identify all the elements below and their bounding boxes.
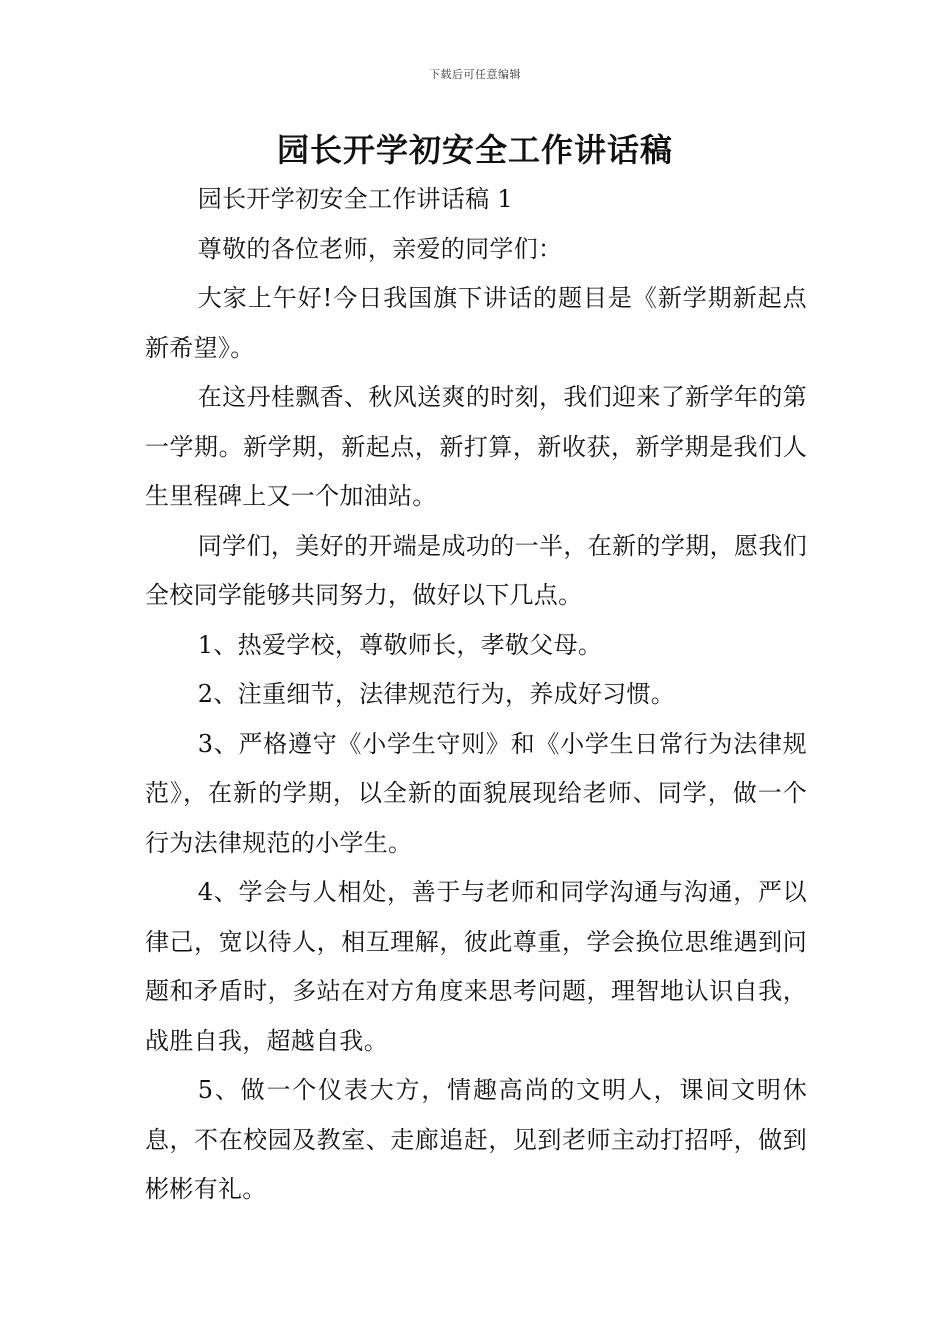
paragraph-greeting: 尊敬的各位老师，亲爱的同学们： (197, 234, 563, 263)
paragraph: 大家上午好!今日我国旗下讲话的题目是《新学期新起点新希望》。 (145, 284, 807, 362)
paragraph: 在这丹桂飘香、秋风送爽的时刻，我们迎来了新学年的第一学期。新学期，新起点，新打算，新收获，新学期是我们人生里程碑上又一个加油站。 (145, 383, 807, 510)
paragraph-subtitle: 园长开学初安全工作讲话稿 1 (197, 185, 513, 213)
list-item: 3、严格遵守《小学生守则》和《小学生日常行为法律规范》，在新的学期，以全新的面貌展现给老师、同学，做一个行为法律规范的小学生。 (145, 729, 807, 857)
page-title: 园长开学初安全工作讲话稿 (276, 131, 673, 169)
list-item: 1、热爱学校，尊敬师长，孝敬父母。 (197, 630, 603, 659)
paragraph: 同学们，美好的开端是成功的一半，在新的学期，愿我们全校同学能够共同努力，做好以下几点。 (145, 531, 807, 609)
list-item: 5、做一个仪表大方，情趣高尚的文明人，课间文明休息，不在校园及教室、走廊追赶，见到老师主动打招呼，做到彬彬有礼。 (145, 1076, 807, 1203)
list-item: 4、学会与人相处，善于与老师和同学沟通与沟通，严以律己，宽以待人，相互理解，彼此尊重，学会换位思维遇到问题和矛盾时，多站在对方角度来思考问题，理智地认识自我，战胜自我，超越自我。 (145, 878, 807, 1055)
list-item: 2、注重细节，法律规范行为，养成好习惯。 (197, 680, 676, 708)
header-note: 下载后可任意编辑 (429, 68, 521, 81)
document-body (145, 175, 807, 1215)
